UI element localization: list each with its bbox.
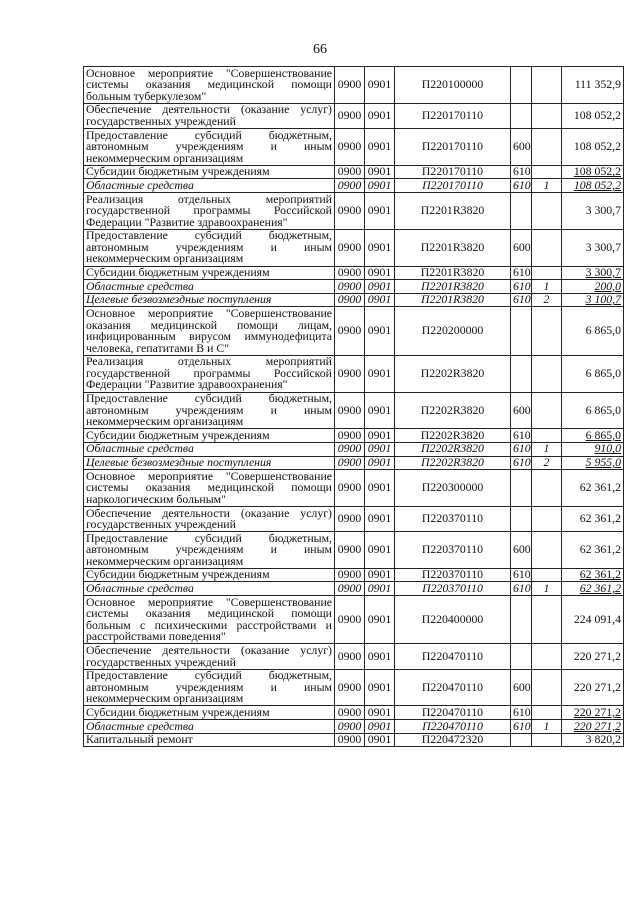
budget-table — [83, 66, 624, 747]
row-subsection: 0901 — [365, 280, 395, 294]
row-amount: 6 865,0 — [562, 429, 624, 443]
row-section: 0900 — [335, 596, 365, 644]
row-amount: 3 300,7 — [562, 192, 624, 229]
table-row — [84, 103, 624, 128]
row-amount: 3 300,7 — [562, 266, 624, 280]
row-source — [532, 128, 562, 165]
row-amount: 62 361,2 — [562, 532, 624, 569]
row-target-code: П2202R3820 — [395, 442, 511, 456]
row-source — [532, 429, 562, 443]
row-target-code: П220200000 — [395, 307, 511, 355]
table-row — [84, 307, 624, 355]
row-subsection: 0901 — [365, 165, 395, 179]
row-subsection: 0901 — [365, 506, 395, 531]
row-amount: 108 052,2 — [562, 103, 624, 128]
row-expense-type: 610 — [511, 429, 532, 443]
row-amount: 6 865,0 — [562, 307, 624, 355]
row-name: Предоставление субсидий бюджетным, автономным учреждениям и иным некоммерческим организациям — [84, 229, 335, 266]
row-expense-type: 610 — [511, 720, 532, 734]
row-subsection: 0901 — [365, 67, 395, 104]
row-expense-type: 610 — [511, 165, 532, 179]
row-amount: 200,0 — [562, 280, 624, 294]
page-number: 66 — [313, 42, 327, 57]
row-section: 0900 — [335, 165, 365, 179]
row-amount: 910,0 — [562, 442, 624, 456]
row-amount: 224 091,4 — [562, 596, 624, 644]
row-source — [532, 596, 562, 644]
row-expense-type — [511, 644, 532, 669]
row-amount: 108 052,2 — [562, 128, 624, 165]
row-target-code: П220370110 — [395, 568, 511, 582]
row-subsection: 0901 — [365, 706, 395, 720]
row-name: Областные средства — [84, 442, 335, 456]
row-section: 0900 — [335, 293, 365, 307]
row-source — [532, 103, 562, 128]
table-row — [84, 165, 624, 179]
row-name: Областные средства — [84, 582, 335, 596]
row-source — [532, 506, 562, 531]
row-subsection: 0901 — [365, 470, 395, 507]
row-source — [532, 532, 562, 569]
row-name: Основное мероприятие "Совершенствование оказания медицинской помощи лицам, инфицированным вирусом иммунодефицита человека, гепатитами В и С" — [84, 307, 335, 355]
row-amount: 6 865,0 — [562, 355, 624, 392]
table-row — [84, 179, 624, 193]
row-source — [532, 470, 562, 507]
table-row — [84, 429, 624, 443]
row-subsection: 0901 — [365, 392, 395, 429]
row-subsection: 0901 — [365, 355, 395, 392]
row-amount: 5 955,0 — [562, 456, 624, 470]
row-subsection: 0901 — [365, 293, 395, 307]
row-name: Реализация отдельных мероприятий государственной программы Российской Федерации "Развитие здравоохранения" — [84, 355, 335, 392]
row-expense-type: 610 — [511, 266, 532, 280]
row-section: 0900 — [335, 470, 365, 507]
row-section: 0900 — [335, 128, 365, 165]
row-target-code: П220370110 — [395, 532, 511, 569]
row-section: 0900 — [335, 720, 365, 734]
row-source — [532, 644, 562, 669]
row-subsection: 0901 — [365, 720, 395, 734]
row-expense-type: 610 — [511, 280, 532, 294]
table-row — [84, 596, 624, 644]
row-name: Основное мероприятие "Совершенствование системы оказания медицинской помощи больным с психическими расстройствами и расстройствами поведения" — [84, 596, 335, 644]
row-expense-type: 600 — [511, 229, 532, 266]
row-name: Основное мероприятие "Совершенствование системы оказания медицинской помощи наркологическим больным" — [84, 470, 335, 507]
row-section: 0900 — [335, 456, 365, 470]
table-row — [84, 568, 624, 582]
row-name: Областные средства — [84, 179, 335, 193]
table-row — [84, 67, 624, 104]
row-subsection: 0901 — [365, 456, 395, 470]
row-source: 2 — [532, 293, 562, 307]
row-subsection: 0901 — [365, 532, 395, 569]
row-source: 2 — [532, 456, 562, 470]
row-target-code: П2201R3820 — [395, 192, 511, 229]
row-amount: 62 361,2 — [562, 582, 624, 596]
row-target-code: П220472320 — [395, 733, 511, 747]
row-section: 0900 — [335, 706, 365, 720]
table-row — [84, 266, 624, 280]
row-subsection: 0901 — [365, 179, 395, 193]
row-name: Обеспечение деятельности (оказание услуг) государственных учреждений — [84, 644, 335, 669]
row-expense-type: 610 — [511, 293, 532, 307]
row-source: 1 — [532, 720, 562, 734]
row-subsection: 0901 — [365, 596, 395, 644]
row-target-code: П2202R3820 — [395, 429, 511, 443]
row-source — [532, 355, 562, 392]
row-source — [532, 229, 562, 266]
row-target-code: П220170110 — [395, 103, 511, 128]
row-name: Обеспечение деятельности (оказание услуг) государственных учреждений — [84, 506, 335, 531]
row-section: 0900 — [335, 582, 365, 596]
row-subsection: 0901 — [365, 429, 395, 443]
row-expense-type: 600 — [511, 669, 532, 706]
row-source — [532, 669, 562, 706]
row-name: Субсидии бюджетным учреждениям — [84, 568, 335, 582]
row-target-code: П220470110 — [395, 720, 511, 734]
row-target-code: П220100000 — [395, 67, 511, 104]
table-row — [84, 532, 624, 569]
table-row — [84, 355, 624, 392]
row-name: Предоставление субсидий бюджетным, автономным учреждениям и иным некоммерческим организациям — [84, 128, 335, 165]
table-row — [84, 392, 624, 429]
row-section: 0900 — [335, 355, 365, 392]
row-expense-type — [511, 355, 532, 392]
row-expense-type: 610 — [511, 568, 532, 582]
row-section: 0900 — [335, 179, 365, 193]
row-amount: 3 820,2 — [562, 733, 624, 747]
row-subsection: 0901 — [365, 582, 395, 596]
row-target-code: П220170110 — [395, 165, 511, 179]
table-row — [84, 442, 624, 456]
row-source — [532, 706, 562, 720]
row-subsection: 0901 — [365, 733, 395, 747]
row-expense-type — [511, 470, 532, 507]
row-source — [532, 733, 562, 747]
row-section: 0900 — [335, 568, 365, 582]
row-expense-type: 600 — [511, 392, 532, 429]
row-target-code: П220400000 — [395, 596, 511, 644]
row-target-code: П2201R3820 — [395, 266, 511, 280]
row-subsection: 0901 — [365, 266, 395, 280]
row-source — [532, 307, 562, 355]
row-name: Реализация отдельных мероприятий государственной программы Российской Федерации "Развитие здравоохранения" — [84, 192, 335, 229]
table-row — [84, 280, 624, 294]
row-target-code: П2201R3820 — [395, 229, 511, 266]
row-target-code: П220470110 — [395, 706, 511, 720]
row-target-code: П2201R3820 — [395, 280, 511, 294]
row-name: Предоставление субсидий бюджетным, автономным учреждениям и иным некоммерческим организациям — [84, 532, 335, 569]
row-amount: 6 865,0 — [562, 392, 624, 429]
row-target-code: П220300000 — [395, 470, 511, 507]
table-row — [84, 733, 624, 747]
row-name: Предоставление субсидий бюджетным, автономным учреждениям и иным некоммерческим организациям — [84, 392, 335, 429]
row-expense-type: 610 — [511, 706, 532, 720]
table-row — [84, 669, 624, 706]
row-name: Областные средства — [84, 280, 335, 294]
row-source: 1 — [532, 280, 562, 294]
row-amount: 62 361,2 — [562, 470, 624, 507]
row-target-code: П2202R3820 — [395, 456, 511, 470]
table-row — [84, 706, 624, 720]
row-source: 1 — [532, 179, 562, 193]
table-row — [84, 456, 624, 470]
row-source — [532, 392, 562, 429]
row-target-code: П2202R3820 — [395, 392, 511, 429]
row-subsection: 0901 — [365, 103, 395, 128]
row-source — [532, 192, 562, 229]
row-source — [532, 266, 562, 280]
row-expense-type — [511, 67, 532, 104]
row-source — [532, 67, 562, 104]
row-name: Субсидии бюджетным учреждениям — [84, 429, 335, 443]
row-expense-type — [511, 596, 532, 644]
row-expense-type: 610 — [511, 582, 532, 596]
row-target-code: П220470110 — [395, 669, 511, 706]
row-target-code: П2202R3820 — [395, 355, 511, 392]
row-section: 0900 — [335, 429, 365, 443]
row-amount: 108 052,2 — [562, 179, 624, 193]
row-name: Субсидии бюджетным учреждениям — [84, 266, 335, 280]
row-amount: 220 271,2 — [562, 669, 624, 706]
row-name: Субсидии бюджетным учреждениям — [84, 706, 335, 720]
row-subsection: 0901 — [365, 442, 395, 456]
row-expense-type: 610 — [511, 456, 532, 470]
row-section: 0900 — [335, 669, 365, 706]
row-amount: 108 052,2 — [562, 165, 624, 179]
row-amount: 3 300,7 — [562, 229, 624, 266]
row-amount: 220 271,2 — [562, 706, 624, 720]
table-row — [84, 506, 624, 531]
row-amount: 3 100,7 — [562, 293, 624, 307]
row-subsection: 0901 — [365, 229, 395, 266]
budget-table-body — [84, 67, 624, 747]
table-row — [84, 192, 624, 229]
row-section: 0900 — [335, 103, 365, 128]
row-section: 0900 — [335, 392, 365, 429]
row-subsection: 0901 — [365, 192, 395, 229]
row-target-code: П220170110 — [395, 179, 511, 193]
row-name: Основное мероприятие "Совершенствование системы оказания медицинской помощи больным туберкулезом" — [84, 67, 335, 104]
row-name: Целевые безвозмездные поступления — [84, 456, 335, 470]
row-source — [532, 165, 562, 179]
table-row — [84, 293, 624, 307]
row-amount: 62 361,2 — [562, 568, 624, 582]
row-expense-type — [511, 307, 532, 355]
table-row — [84, 644, 624, 669]
row-section: 0900 — [335, 644, 365, 669]
row-expense-type — [511, 192, 532, 229]
table-row — [84, 128, 624, 165]
row-name: Предоставление субсидий бюджетным, автономным учреждениям и иным некоммерческим организациям — [84, 669, 335, 706]
row-section: 0900 — [335, 229, 365, 266]
row-name: Обеспечение деятельности (оказание услуг) государственных учреждений — [84, 103, 335, 128]
row-target-code: П220470110 — [395, 644, 511, 669]
row-subsection: 0901 — [365, 307, 395, 355]
row-subsection: 0901 — [365, 669, 395, 706]
row-section: 0900 — [335, 192, 365, 229]
row-expense-type: 600 — [511, 532, 532, 569]
row-expense-type: 610 — [511, 442, 532, 456]
row-amount: 220 271,2 — [562, 720, 624, 734]
row-name: Целевые безвозмездные поступления — [84, 293, 335, 307]
row-amount: 62 361,2 — [562, 506, 624, 531]
row-expense-type — [511, 103, 532, 128]
row-section: 0900 — [335, 532, 365, 569]
row-target-code: П220170110 — [395, 128, 511, 165]
row-expense-type: 610 — [511, 179, 532, 193]
row-name: Областные средства — [84, 720, 335, 734]
row-source: 1 — [532, 582, 562, 596]
row-amount: 111 352,9 — [562, 67, 624, 104]
row-section: 0900 — [335, 442, 365, 456]
row-expense-type — [511, 506, 532, 531]
row-target-code: П2201R3820 — [395, 293, 511, 307]
row-name: Капитальный ремонт — [84, 733, 335, 747]
row-section: 0900 — [335, 266, 365, 280]
row-section: 0900 — [335, 67, 365, 104]
row-section: 0900 — [335, 307, 365, 355]
row-target-code: П220370110 — [395, 506, 511, 531]
row-section: 0900 — [335, 506, 365, 531]
table-row — [84, 229, 624, 266]
row-amount: 220 271,2 — [562, 644, 624, 669]
table-row — [84, 720, 624, 734]
row-source — [532, 568, 562, 582]
row-expense-type: 600 — [511, 128, 532, 165]
row-section: 0900 — [335, 733, 365, 747]
row-name: Субсидии бюджетным учреждениям — [84, 165, 335, 179]
table-row — [84, 582, 624, 596]
row-target-code: П220370110 — [395, 582, 511, 596]
row-source: 1 — [532, 442, 562, 456]
row-subsection: 0901 — [365, 568, 395, 582]
table-row — [84, 470, 624, 507]
row-subsection: 0901 — [365, 128, 395, 165]
row-section: 0900 — [335, 280, 365, 294]
row-subsection: 0901 — [365, 644, 395, 669]
row-expense-type — [511, 733, 532, 747]
